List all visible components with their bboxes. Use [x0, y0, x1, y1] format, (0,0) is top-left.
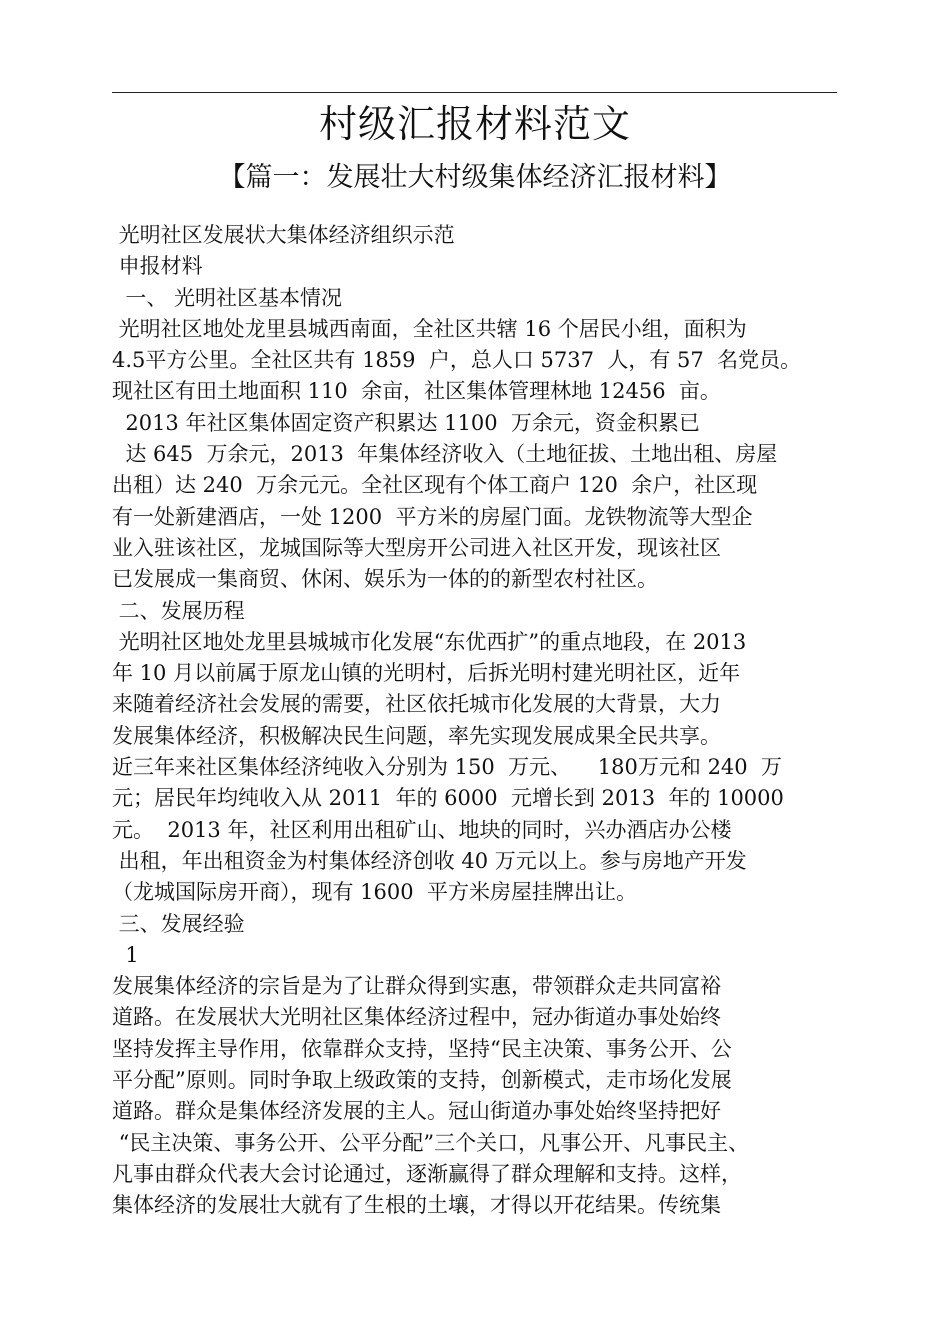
header-rule [112, 92, 837, 93]
document-title: 村级汇报材料范文 [318, 102, 631, 146]
body-line: 元。 2013 年，社区利用出租矿山、地块的同时，兴办酒店办公楼 [112, 817, 732, 842]
body-line: （龙城国际房开商），现有 1600 平方米房屋挂牌出让。 [112, 880, 637, 905]
body-line: 现社区有田土地面积 110 余亩，社区集体管理林地 12456 亩。 [112, 379, 721, 404]
body-line: 达 645 万余元，2013 年集体经济收入（土地征拔、土地出租、房屋 [112, 442, 778, 467]
body-line: 4.5平方公里。全社区共有 1859 户，总人口 5737 人，有 57 名党员。 [112, 348, 802, 373]
body-line: 平分配”原则。同时争取上级政策的支持，创新模式，走市场化发展 [112, 1068, 732, 1093]
body-line: 光明社区发展状大集体经济组织示范 [112, 223, 455, 247]
body-line: 二、发展历程 [112, 598, 245, 623]
document-subtitle: 【篇一：发展壮大村级集体经济汇报材料】 [218, 162, 732, 193]
body-line: 年 10 月以前属于原龙山镇的光明村，后拆光明村建光明社区，近年 [112, 661, 741, 686]
body-line: 1 [112, 942, 139, 967]
body-line: 有一处新建酒店，一处 1200 平方米的房屋门面。龙铁物流等大型企 [112, 504, 753, 529]
body-line: 来随着经济社会发展的需要，社区依托城市化发展的大背景，大力 [112, 692, 721, 717]
body-line: 集体经济的发展壮大就有了生根的土壤，才得以开花结果。传统集 [112, 1193, 721, 1218]
body-line: 一、 光明社区基本情况 [112, 285, 343, 310]
body-line: 光明社区地处龙里县城城市化发展“东优西扩”的重点地段，在 2013 [112, 629, 747, 654]
body-line: “民主决策、事务公开、公平分配”三个关口，凡事公开、凡事民主、 [112, 1130, 750, 1155]
body-line: 发展集体经济，积极解决民生问题，率先实现发展成果全民共享。 [112, 723, 721, 748]
body-line: 出租）达 240 万余元元。全社区现有个体工商户 120 余户，社区现 [112, 473, 758, 498]
body-line: 业入驻该社区，龙城国际等大型房开公司进入社区开发，现该社区 [112, 535, 721, 560]
body-line: 光明社区地处龙里县城西南面，全社区共辖 16 个居民小组，面积为 [112, 316, 747, 341]
body-line: 发展集体经济的宗旨是为了让群众得到实惠，带领群众走共同富裕 [112, 974, 721, 999]
body-line: 已发展成一集商贸、休闲、娱乐为一体的的新型农村社区。 [112, 567, 658, 592]
document-body [112, 220, 872, 1222]
body-line: 道路。群众是集体经济发展的主人。冠山街道办事处始终坚持把好 [112, 1099, 721, 1124]
body-line: 凡事由群众代表大会讨论通过，逐渐赢得了群众理解和支持。这样， [112, 1161, 742, 1186]
body-line: 坚持发挥主导作用，依靠群众支持，坚持“民主决策、事务公开、公 [112, 1036, 732, 1061]
body-line: 近三年来社区集体经济纯收入分别为 150 万元、 180万元和 240 万 [112, 755, 782, 780]
body-line: 元；居民年均纯收入从 2011 年的 6000 元增长到 2013 年的 10000 [112, 786, 784, 811]
body-line: 三、发展经验 [112, 911, 245, 936]
body-line: 申报材料 [112, 254, 203, 279]
body-line: 出租，年出租资金为村集体经济创收 40 万元以上。参与房地产开发 [112, 848, 747, 873]
body-line: 2013 年社区集体固定资产积累达 1100 万余元，资金积累已 [112, 410, 700, 435]
body-line: 道路。在发展状大光明社区集体经济过程中，冠办街道办事处始终 [112, 1005, 721, 1030]
